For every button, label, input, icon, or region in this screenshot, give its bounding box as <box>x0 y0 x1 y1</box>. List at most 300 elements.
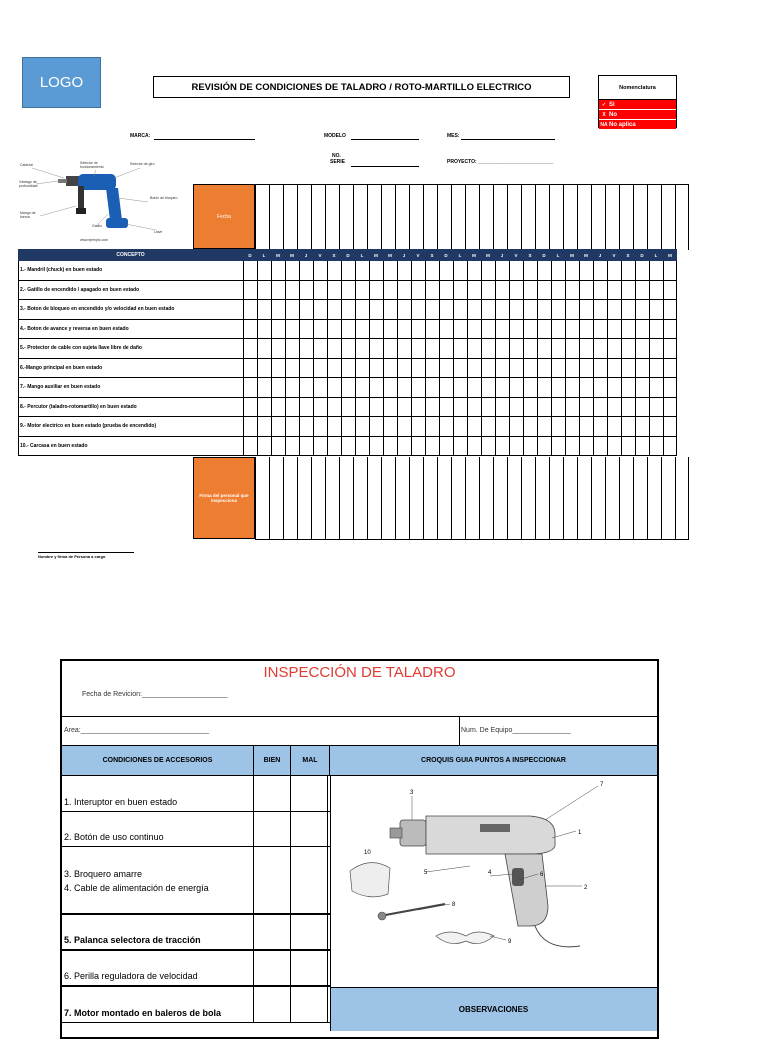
check-cell[interactable] <box>495 320 509 339</box>
check-cell[interactable] <box>285 300 299 319</box>
fecha-cell[interactable] <box>493 185 507 250</box>
check-cell[interactable] <box>369 437 383 456</box>
check-cell[interactable] <box>341 359 355 378</box>
check-cell[interactable] <box>411 437 425 456</box>
check-cell[interactable] <box>383 417 397 436</box>
check-cell[interactable] <box>313 398 327 417</box>
check-cell[interactable] <box>649 417 663 436</box>
mal-cell[interactable] <box>291 883 328 913</box>
check-cell[interactable] <box>467 281 481 300</box>
check-cell[interactable] <box>341 378 355 397</box>
check-cell[interactable] <box>607 359 621 378</box>
check-cell[interactable] <box>299 437 313 456</box>
check-cell[interactable] <box>621 281 635 300</box>
firma-cell[interactable] <box>619 457 633 539</box>
check-cell[interactable] <box>411 339 425 358</box>
firma-cell[interactable] <box>675 457 689 539</box>
check-cell[interactable] <box>621 398 635 417</box>
check-cell[interactable] <box>523 437 537 456</box>
bien-cell[interactable] <box>254 951 291 985</box>
check-cell[interactable] <box>607 281 621 300</box>
check-cell[interactable] <box>607 261 621 280</box>
check-cell[interactable] <box>467 339 481 358</box>
check-cell[interactable] <box>663 417 677 436</box>
check-cell[interactable] <box>271 339 285 358</box>
check-cell[interactable] <box>523 339 537 358</box>
mal-cell[interactable] <box>291 847 328 883</box>
check-cell[interactable] <box>593 320 607 339</box>
check-cell[interactable] <box>243 320 257 339</box>
check-cell[interactable] <box>621 378 635 397</box>
check-cell[interactable] <box>579 437 593 456</box>
check-cell[interactable] <box>285 398 299 417</box>
check-cell[interactable] <box>607 398 621 417</box>
check-cell[interactable] <box>509 281 523 300</box>
check-cell[interactable] <box>397 300 411 319</box>
mes-field[interactable] <box>461 139 555 140</box>
check-cell[interactable] <box>299 417 313 436</box>
firma-cell[interactable] <box>311 457 325 539</box>
check-cell[interactable] <box>579 300 593 319</box>
check-cell[interactable] <box>635 339 649 358</box>
check-cell[interactable] <box>299 320 313 339</box>
check-cell[interactable] <box>607 339 621 358</box>
check-cell[interactable] <box>355 378 369 397</box>
check-cell[interactable] <box>481 417 495 436</box>
check-cell[interactable] <box>607 417 621 436</box>
fecha-cell[interactable] <box>297 185 311 250</box>
check-cell[interactable] <box>285 378 299 397</box>
firma-cell[interactable] <box>661 457 675 539</box>
check-cell[interactable] <box>565 378 579 397</box>
check-cell[interactable] <box>495 339 509 358</box>
check-cell[interactable] <box>439 261 453 280</box>
check-cell[interactable] <box>327 281 341 300</box>
mal-cell[interactable] <box>291 915 328 949</box>
check-cell[interactable] <box>663 339 677 358</box>
check-cell[interactable] <box>607 378 621 397</box>
check-cell[interactable] <box>271 378 285 397</box>
check-cell[interactable] <box>635 300 649 319</box>
check-cell[interactable] <box>439 398 453 417</box>
check-cell[interactable] <box>397 339 411 358</box>
check-cell[interactable] <box>411 378 425 397</box>
check-cell[interactable] <box>243 417 257 436</box>
check-cell[interactable] <box>243 281 257 300</box>
check-cell[interactable] <box>551 320 565 339</box>
check-cell[interactable] <box>565 437 579 456</box>
check-cell[interactable] <box>453 417 467 436</box>
check-cell[interactable] <box>327 359 341 378</box>
check-cell[interactable] <box>313 261 327 280</box>
check-cell[interactable] <box>313 281 327 300</box>
check-cell[interactable] <box>327 320 341 339</box>
check-cell[interactable] <box>621 320 635 339</box>
check-cell[interactable] <box>369 261 383 280</box>
check-cell[interactable] <box>313 378 327 397</box>
check-cell[interactable] <box>271 417 285 436</box>
check-cell[interactable] <box>565 339 579 358</box>
check-cell[interactable] <box>523 320 537 339</box>
check-cell[interactable] <box>285 320 299 339</box>
check-cell[interactable] <box>355 359 369 378</box>
check-cell[interactable] <box>509 261 523 280</box>
check-cell[interactable] <box>537 417 551 436</box>
check-cell[interactable] <box>523 398 537 417</box>
check-cell[interactable] <box>537 320 551 339</box>
check-cell[interactable] <box>355 417 369 436</box>
check-cell[interactable] <box>453 437 467 456</box>
check-cell[interactable] <box>299 378 313 397</box>
check-cell[interactable] <box>411 261 425 280</box>
check-cell[interactable] <box>453 378 467 397</box>
check-cell[interactable] <box>635 320 649 339</box>
check-cell[interactable] <box>299 359 313 378</box>
check-cell[interactable] <box>285 261 299 280</box>
check-cell[interactable] <box>649 320 663 339</box>
check-cell[interactable] <box>481 281 495 300</box>
check-cell[interactable] <box>663 281 677 300</box>
check-cell[interactable] <box>663 300 677 319</box>
fecha-cell[interactable] <box>381 185 395 250</box>
check-cell[interactable] <box>439 281 453 300</box>
check-cell[interactable] <box>579 378 593 397</box>
firma-cell[interactable] <box>493 457 507 539</box>
check-cell[interactable] <box>593 359 607 378</box>
check-cell[interactable] <box>579 320 593 339</box>
check-cell[interactable] <box>425 378 439 397</box>
serie-field[interactable] <box>351 166 419 167</box>
check-cell[interactable] <box>537 398 551 417</box>
check-cell[interactable] <box>439 339 453 358</box>
check-cell[interactable] <box>257 437 271 456</box>
check-cell[interactable] <box>481 359 495 378</box>
check-cell[interactable] <box>593 339 607 358</box>
check-cell[interactable] <box>509 378 523 397</box>
firma-cell[interactable] <box>395 457 409 539</box>
check-cell[interactable] <box>551 281 565 300</box>
check-cell[interactable] <box>425 437 439 456</box>
fecha-cell[interactable] <box>591 185 605 250</box>
check-cell[interactable] <box>495 281 509 300</box>
check-cell[interactable] <box>257 398 271 417</box>
check-cell[interactable] <box>635 417 649 436</box>
check-cell[interactable] <box>397 378 411 397</box>
check-cell[interactable] <box>593 261 607 280</box>
check-cell[interactable] <box>509 417 523 436</box>
check-cell[interactable] <box>355 261 369 280</box>
firma-cell[interactable] <box>451 457 465 539</box>
check-cell[interactable] <box>425 261 439 280</box>
check-cell[interactable] <box>243 398 257 417</box>
check-cell[interactable] <box>383 398 397 417</box>
fecha-cell[interactable] <box>269 185 283 250</box>
check-cell[interactable] <box>327 261 341 280</box>
check-cell[interactable] <box>621 437 635 456</box>
check-cell[interactable] <box>411 359 425 378</box>
firma-cell[interactable] <box>647 457 661 539</box>
check-cell[interactable] <box>635 281 649 300</box>
check-cell[interactable] <box>663 261 677 280</box>
fecha-cell[interactable] <box>465 185 479 250</box>
check-cell[interactable] <box>481 300 495 319</box>
check-cell[interactable] <box>593 437 607 456</box>
check-cell[interactable] <box>579 417 593 436</box>
check-cell[interactable] <box>509 320 523 339</box>
firma-cell[interactable] <box>591 457 605 539</box>
check-cell[interactable] <box>495 378 509 397</box>
check-cell[interactable] <box>593 281 607 300</box>
signature-line[interactable] <box>38 552 134 553</box>
check-cell[interactable] <box>495 398 509 417</box>
check-cell[interactable] <box>663 320 677 339</box>
mal-cell[interactable] <box>291 812 328 846</box>
check-cell[interactable] <box>551 378 565 397</box>
fecha-cell[interactable] <box>255 185 269 250</box>
check-cell[interactable] <box>341 261 355 280</box>
check-cell[interactable] <box>369 417 383 436</box>
check-cell[interactable] <box>313 359 327 378</box>
check-cell[interactable] <box>411 300 425 319</box>
check-cell[interactable] <box>341 320 355 339</box>
check-cell[interactable] <box>565 417 579 436</box>
check-cell[interactable] <box>383 281 397 300</box>
firma-cell[interactable] <box>409 457 423 539</box>
mal-cell[interactable] <box>291 987 328 1022</box>
firma-cell[interactable] <box>563 457 577 539</box>
firma-cell[interactable] <box>633 457 647 539</box>
check-cell[interactable] <box>649 261 663 280</box>
check-cell[interactable] <box>509 339 523 358</box>
check-cell[interactable] <box>481 320 495 339</box>
fecha-cell[interactable] <box>605 185 619 250</box>
check-cell[interactable] <box>285 339 299 358</box>
check-cell[interactable] <box>453 261 467 280</box>
firma-cell[interactable] <box>339 457 353 539</box>
check-cell[interactable] <box>425 320 439 339</box>
check-cell[interactable] <box>467 359 481 378</box>
check-cell[interactable] <box>481 378 495 397</box>
bien-cell[interactable] <box>254 776 291 811</box>
check-cell[interactable] <box>467 437 481 456</box>
check-cell[interactable] <box>565 281 579 300</box>
check-cell[interactable] <box>313 300 327 319</box>
check-cell[interactable] <box>383 320 397 339</box>
check-cell[interactable] <box>383 261 397 280</box>
check-cell[interactable] <box>453 339 467 358</box>
check-cell[interactable] <box>621 261 635 280</box>
check-cell[interactable] <box>635 378 649 397</box>
check-cell[interactable] <box>327 398 341 417</box>
firma-cell[interactable] <box>353 457 367 539</box>
check-cell[interactable] <box>411 320 425 339</box>
check-cell[interactable] <box>397 261 411 280</box>
check-cell[interactable] <box>607 437 621 456</box>
check-cell[interactable] <box>551 398 565 417</box>
check-cell[interactable] <box>299 339 313 358</box>
check-cell[interactable] <box>285 359 299 378</box>
marca-field[interactable] <box>154 139 255 140</box>
check-cell[interactable] <box>453 281 467 300</box>
check-cell[interactable] <box>369 378 383 397</box>
check-cell[interactable] <box>439 320 453 339</box>
bien-cell[interactable] <box>254 987 291 1022</box>
check-cell[interactable] <box>635 261 649 280</box>
check-cell[interactable] <box>439 359 453 378</box>
check-cell[interactable] <box>271 320 285 339</box>
check-cell[interactable] <box>355 339 369 358</box>
fecha-cell[interactable] <box>661 185 675 250</box>
check-cell[interactable] <box>257 378 271 397</box>
firma-cell[interactable] <box>367 457 381 539</box>
check-cell[interactable] <box>355 398 369 417</box>
check-cell[interactable] <box>467 300 481 319</box>
check-cell[interactable] <box>271 300 285 319</box>
area-field[interactable]: Area:_________________________________ <box>64 727 210 734</box>
check-cell[interactable] <box>397 359 411 378</box>
num-equipo-field[interactable]: Num. De Equipo_______________ <box>461 727 571 734</box>
check-cell[interactable] <box>593 398 607 417</box>
check-cell[interactable] <box>537 300 551 319</box>
check-cell[interactable] <box>579 359 593 378</box>
check-cell[interactable] <box>453 300 467 319</box>
fecha-cell[interactable] <box>619 185 633 250</box>
check-cell[interactable] <box>243 378 257 397</box>
check-cell[interactable] <box>565 320 579 339</box>
check-cell[interactable] <box>257 339 271 358</box>
check-cell[interactable] <box>425 398 439 417</box>
fecha-cell[interactable] <box>535 185 549 250</box>
check-cell[interactable] <box>299 281 313 300</box>
check-cell[interactable] <box>355 300 369 319</box>
check-cell[interactable] <box>467 320 481 339</box>
check-cell[interactable] <box>467 398 481 417</box>
check-cell[interactable] <box>649 398 663 417</box>
check-cell[interactable] <box>635 398 649 417</box>
fecha-cell[interactable] <box>409 185 423 250</box>
check-cell[interactable] <box>285 281 299 300</box>
check-cell[interactable] <box>341 281 355 300</box>
check-cell[interactable] <box>341 417 355 436</box>
check-cell[interactable] <box>537 359 551 378</box>
check-cell[interactable] <box>411 281 425 300</box>
check-cell[interactable] <box>425 339 439 358</box>
check-cell[interactable] <box>397 437 411 456</box>
check-cell[interactable] <box>313 339 327 358</box>
check-cell[interactable] <box>537 339 551 358</box>
check-cell[interactable] <box>383 300 397 319</box>
firma-cell[interactable] <box>325 457 339 539</box>
check-cell[interactable] <box>411 398 425 417</box>
check-cell[interactable] <box>509 300 523 319</box>
check-cell[interactable] <box>355 320 369 339</box>
check-cell[interactable] <box>341 339 355 358</box>
check-cell[interactable] <box>621 359 635 378</box>
check-cell[interactable] <box>271 281 285 300</box>
firma-cell[interactable] <box>605 457 619 539</box>
firma-cell[interactable] <box>549 457 563 539</box>
check-cell[interactable] <box>649 378 663 397</box>
fecha-cell[interactable] <box>507 185 521 250</box>
check-cell[interactable] <box>257 261 271 280</box>
check-cell[interactable] <box>635 359 649 378</box>
check-cell[interactable] <box>551 339 565 358</box>
check-cell[interactable] <box>523 417 537 436</box>
check-cell[interactable] <box>299 398 313 417</box>
check-cell[interactable] <box>495 417 509 436</box>
check-cell[interactable] <box>467 378 481 397</box>
check-cell[interactable] <box>299 261 313 280</box>
firma-cell[interactable] <box>423 457 437 539</box>
check-cell[interactable] <box>635 437 649 456</box>
modelo-field[interactable] <box>351 139 419 140</box>
check-cell[interactable] <box>285 417 299 436</box>
check-cell[interactable] <box>313 417 327 436</box>
firma-cell[interactable] <box>535 457 549 539</box>
check-cell[interactable] <box>411 417 425 436</box>
fecha-cell[interactable] <box>521 185 535 250</box>
fecha-cell[interactable] <box>325 185 339 250</box>
check-cell[interactable] <box>509 359 523 378</box>
check-cell[interactable] <box>369 398 383 417</box>
check-cell[interactable] <box>663 398 677 417</box>
check-cell[interactable] <box>509 398 523 417</box>
bien-cell[interactable] <box>254 847 291 883</box>
firma-cell[interactable] <box>521 457 535 539</box>
check-cell[interactable] <box>663 359 677 378</box>
fecha-cell[interactable] <box>339 185 353 250</box>
check-cell[interactable] <box>425 359 439 378</box>
mal-cell[interactable] <box>291 776 328 811</box>
firma-cell[interactable] <box>269 457 283 539</box>
check-cell[interactable] <box>593 300 607 319</box>
check-cell[interactable] <box>257 359 271 378</box>
check-cell[interactable] <box>243 359 257 378</box>
check-cell[interactable] <box>467 417 481 436</box>
check-cell[interactable] <box>551 437 565 456</box>
check-cell[interactable] <box>523 378 537 397</box>
bien-cell[interactable] <box>254 883 291 913</box>
firma-cell[interactable] <box>577 457 591 539</box>
check-cell[interactable] <box>537 437 551 456</box>
check-cell[interactable] <box>355 281 369 300</box>
check-cell[interactable] <box>565 300 579 319</box>
check-cell[interactable] <box>481 261 495 280</box>
check-cell[interactable] <box>481 437 495 456</box>
check-cell[interactable] <box>509 437 523 456</box>
check-cell[interactable] <box>537 261 551 280</box>
check-cell[interactable] <box>313 320 327 339</box>
check-cell[interactable] <box>579 281 593 300</box>
check-cell[interactable] <box>439 417 453 436</box>
check-cell[interactable] <box>341 300 355 319</box>
firma-cell[interactable] <box>283 457 297 539</box>
check-cell[interactable] <box>593 417 607 436</box>
check-cell[interactable] <box>271 359 285 378</box>
check-cell[interactable] <box>243 437 257 456</box>
check-cell[interactable] <box>523 300 537 319</box>
check-cell[interactable] <box>383 378 397 397</box>
check-cell[interactable] <box>439 300 453 319</box>
check-cell[interactable] <box>663 378 677 397</box>
check-cell[interactable] <box>271 261 285 280</box>
fecha-cell[interactable] <box>311 185 325 250</box>
check-cell[interactable] <box>369 320 383 339</box>
firma-cell[interactable] <box>297 457 311 539</box>
check-cell[interactable] <box>607 320 621 339</box>
check-cell[interactable] <box>243 339 257 358</box>
check-cell[interactable] <box>313 437 327 456</box>
